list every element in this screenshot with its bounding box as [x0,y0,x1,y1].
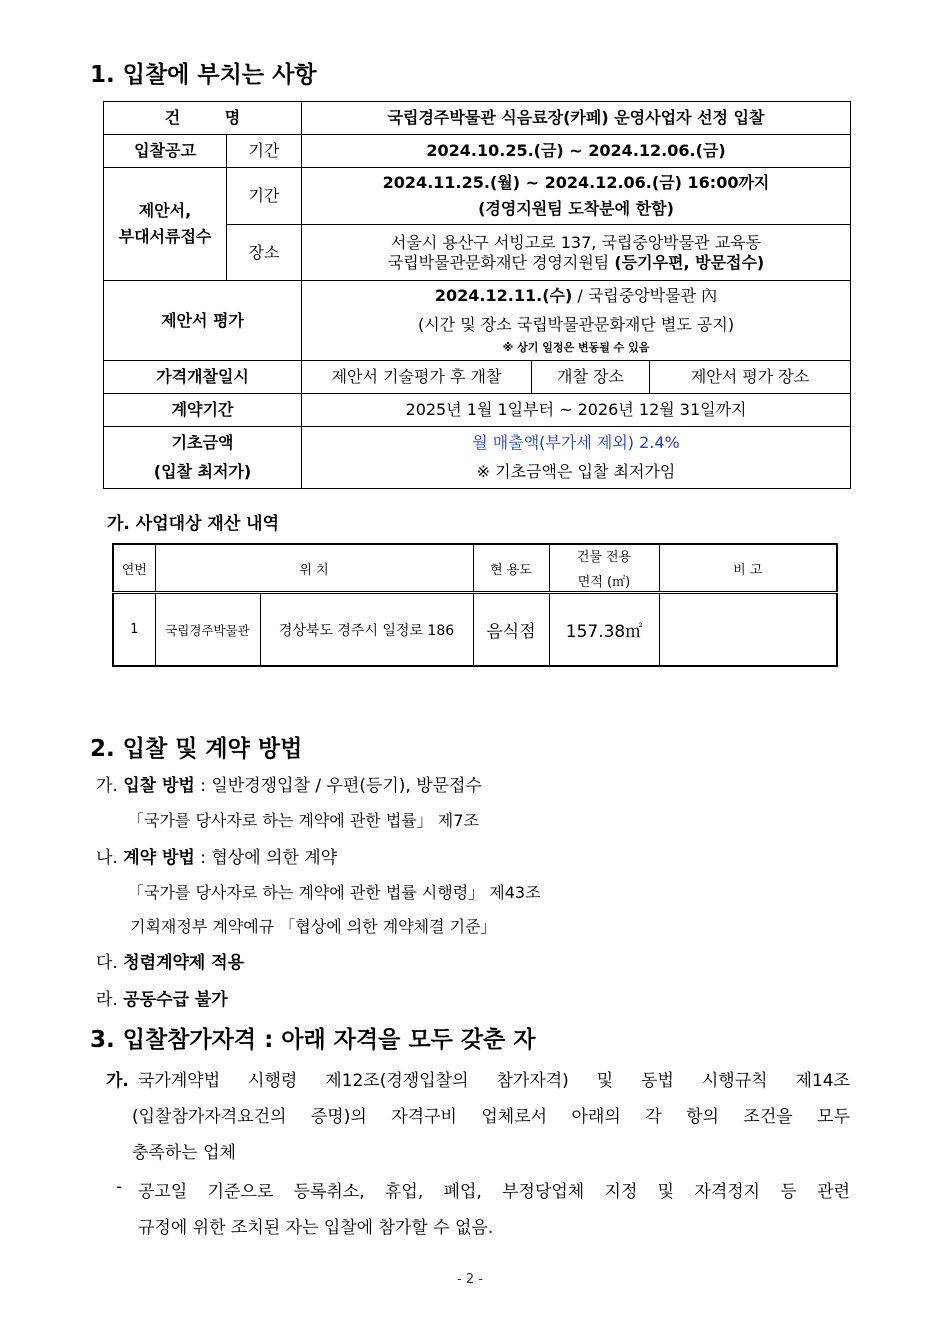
item-label-b: 나. [96,848,124,868]
item-label-a: 가. [96,776,124,796]
col-header-area-1: 건물 전용 [576,550,632,565]
table-row [104,102,851,135]
col-header-area [549,544,659,593]
base-label-line2: (입찰 최저가) [153,462,252,481]
submit-place-line2b: (등기우편, 방문접수) [614,252,765,272]
base-label-line1: 기초금액 [171,433,234,452]
eval-date: 2024.12.11.(수) [434,286,573,306]
table-header-row [113,544,837,593]
eval-line2: (시간 및 장소 국립박물관문화재단 별도 공지) [417,315,735,335]
submit-place-line2a: 국립박물관문화재단 경영지원팀 [387,252,615,272]
eval-label: 제안서 평가 [104,281,302,361]
col-header-area-2: 면적 (㎡) [577,575,631,590]
notice-label: 입찰공고 [104,135,227,168]
submit-place-sub: 장소 [227,225,302,281]
submit-place-line1: 서울시 용산구 서빙고로 137, 국립중앙박물관 교육동 [390,232,762,252]
joint-supply-text: 공동수급 불가 [123,990,228,1010]
contract-method-value: : 협상에 의한 계약 [194,848,338,868]
item-value: 국립경주박물관 식음료장(카페) 운영사업자 선정 입찰 [302,102,851,135]
eval-line1 [302,286,850,306]
price-open-3: 제안서 평가 장소 [650,361,851,394]
property-table [112,543,838,667]
cell-no: 1 [113,593,155,667]
base-value-line2: ※ 기초금액은 입찰 최저가임 [476,462,676,481]
price-open-2: 개찰 장소 [532,361,650,394]
qualification-line2: (입찰참가자격요건의 증명)의 자격구비 업체로서 아래의 각 항의 조건을 모두 [132,1107,850,1127]
eval-place: / 국립중앙박물관 內 [572,286,718,306]
qualification-line3: 충족하는 업체 [132,1143,236,1163]
contract-method-label: 계약 방법 [123,848,195,868]
table-row [104,427,851,489]
base-value [302,427,851,489]
submit-label [104,168,227,281]
contract-method-law1: 「국가를 당사자로 하는 계약에 관한 법률 시행령」 제43조 [128,883,541,902]
eval-note: ※ 상기 일정은 변동될 수 있음 [502,341,650,355]
bid-method-label: 입찰 방법 [123,776,195,796]
submit-label-line2: 부대서류접수 [118,227,212,246]
cell-note [659,593,837,667]
bid-method-line [96,771,482,796]
submit-label-line1: 제안서, [138,201,192,220]
subheading-property: 가. 사업대상 재산 내역 [107,514,280,534]
col-header-use: 현 용도 [473,544,549,593]
contract-method-line [96,843,337,868]
table-row [113,593,837,667]
submit-period-line1: 2024.11.25.(월) ~ 2024.12.06.(금) 16:00까지 [382,173,770,192]
section-3-heading: 3. 입찰참가자격 : 아래 자격을 모두 갖춘 자 [90,1027,536,1053]
col-header-note: 비 고 [659,544,837,593]
contract-value: 2025년 1월 1일부터 ~ 2026년 12월 31일까지 [302,394,851,427]
table-row [104,281,851,361]
qualification-line1: 국가계약법 시행령 제12조(경쟁입찰의 참가자격) 및 동법 시행규칙 제14조 [138,1071,850,1091]
item-label-3a: 가. [106,1071,129,1091]
notice-sub-label: 기간 [227,135,302,168]
notice-value: 2024.10.25.(금) ~ 2024.12.06.(금) [302,135,851,168]
submit-place-line2 [302,253,850,273]
submit-period [302,168,851,225]
restriction-line2: 규정에 위한 조치된 자는 입찰에 참가할 수 없음. [138,1218,494,1238]
cell-museum: 국립경주박물관 [155,593,260,667]
cell-area: 157.38㎡ [549,593,659,667]
col-header-location: 위 치 [155,544,473,593]
cell-use: 음식점 [473,593,549,667]
table-row [104,135,851,168]
submit-period-sub: 기간 [227,168,302,225]
table-row [104,394,851,427]
section-2-heading: 2. 입찰 및 계약 방법 [90,736,303,762]
bid-method-value: : 일반경쟁입찰 / 우편(등기), 방문접수 [194,776,482,796]
integrity-text: 청렴계약제 적용 [123,953,245,973]
item-label-c: 다. [96,953,124,973]
joint-supply-line [96,985,228,1010]
section-1-heading: 1. 입찰에 부치는 사항 [90,62,317,88]
item-label-d: 라. [96,990,124,1010]
submit-place [302,225,851,281]
eval-value [302,281,851,361]
restriction-line1: 공고일 기준으로 등록취소, 휴업, 폐업, 부정당업체 지정 및 자격정지 등 관련 [138,1182,850,1202]
submit-period-line2: (경영지원팀 도착분에 한함) [478,199,674,218]
contract-label: 계약기간 [104,394,302,427]
price-open-1: 제안서 기술평가 후 개찰 [302,361,532,394]
table-row [104,361,851,394]
col-header-no: 연번 [113,544,155,593]
bid-method-law: 「국가를 당사자로 하는 계약에 관한 법률」 제7조 [128,811,479,830]
dash-bullet: - [116,1177,123,1197]
table-row [104,168,851,225]
item-label: 건 명 [104,102,302,135]
base-label [104,427,302,489]
base-value-line1: 월 매출액(부가세 제외) 2.4% [472,433,680,452]
integrity-line [96,948,244,973]
contract-method-law2: 기획재정부 계약예규 「협상에 의한 계약체결 기준」 [130,917,497,936]
cell-address: 경상북도 경주시 일정로 186 [260,593,473,667]
price-open-label: 가격개찰일시 [104,361,302,394]
bid-info-table [103,101,851,489]
page-number: - 2 - [457,1272,483,1287]
